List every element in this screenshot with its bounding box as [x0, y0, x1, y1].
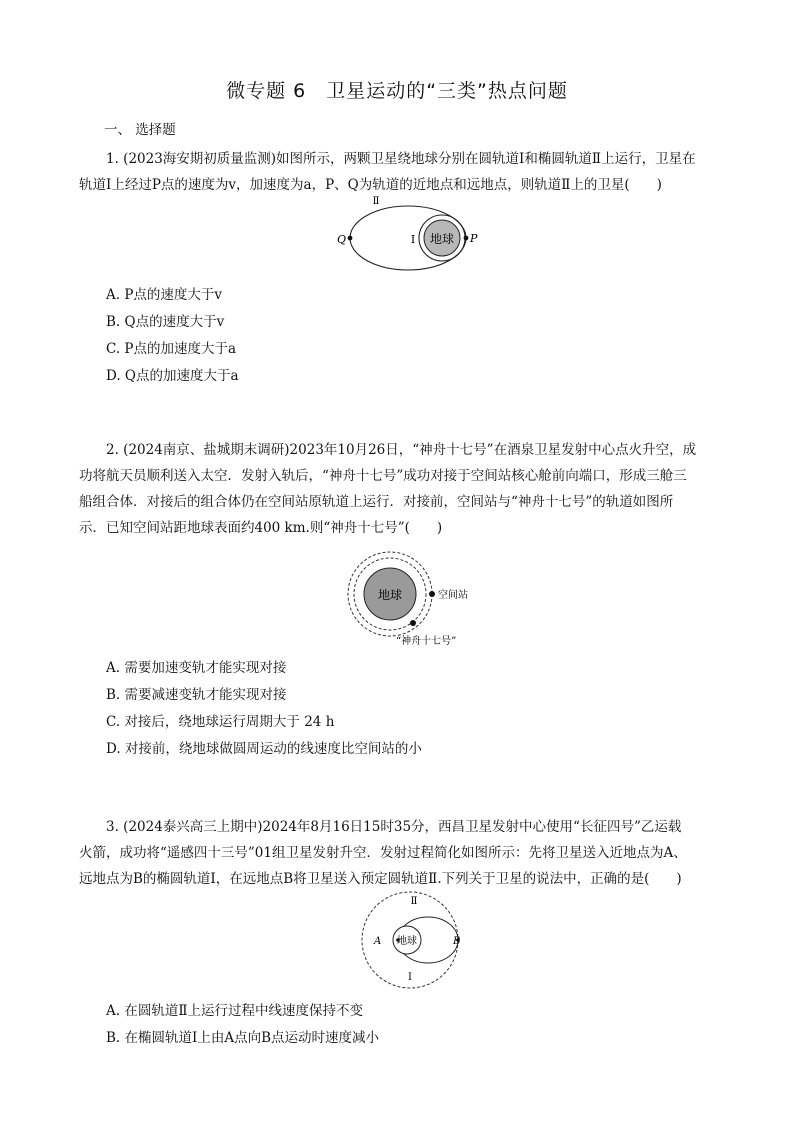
question-2-orbit-figure	[310, 550, 500, 652]
question-1-option-b: B. Q点的速度大于v	[106, 314, 225, 330]
question-2-option-d: D. 对接前，绕地球做圆周运动的线速度比空间站的小	[106, 741, 422, 757]
question-3-stem-line-1: 3. (2024泰兴高三上期中)2024年8月16日15时35分，西昌卫星发射中心使用“长征四号”乙运载	[106, 819, 682, 835]
question-1-stem-line-1: 1. (2023海安期初质量监测)如图所示，两颗卫星绕地球分别在圆轨道Ⅰ和椭圆轨道Ⅱ上运行，卫星在	[106, 151, 696, 167]
point-a-label: A	[374, 936, 382, 947]
question-2-stem-line-1: 2. (2024南京、盐城期末调研)2023年10月26日，“神舟十七号”在酒泉卫星发射中心点火升空，成	[106, 442, 697, 458]
question-2-stem-line-4: 示．已知空间站距地球表面约400 km.则“神舟十七号”( )	[79, 520, 443, 536]
space-station-label: 空间站	[438, 590, 468, 601]
earth-label: 地球	[429, 232, 455, 246]
question-3-stem-line-2: 火箭，成功将“遥感四十三号”01组卫星发射升空．发射过程简化如图所示：先将卫星送入近地点为A、	[79, 845, 687, 861]
orbit-ii-label: Ⅱ	[410, 896, 418, 907]
page-title: 微专题 6 卫星运动的“三类”热点问题	[226, 80, 568, 102]
point-p-label: P	[470, 232, 478, 245]
question-2-option-b: B. 需要减速变轨才能实现对接	[106, 687, 287, 703]
earth-label: 地球	[397, 936, 417, 947]
question-1-option-d: D. Q点的加速度大于a	[106, 368, 239, 384]
orbit-ii-label: Ⅱ	[372, 196, 380, 207]
shenzhou-17-dot	[410, 620, 416, 626]
shenzhou-17-label: “神舟十七号”	[396, 636, 457, 647]
question-3-option-a: A. 在圆轨道Ⅱ上运行过程中线速度保持不变	[106, 1003, 364, 1019]
question-2-option-c: C. 对接后，绕地球运行周期大于 24 h	[106, 714, 335, 730]
point-q-label: Q	[337, 233, 347, 246]
question-3-option-b: B. 在椭圆轨道Ⅰ上由A点向B点运动时速度减小	[106, 1030, 380, 1046]
question-1-orbit-figure	[330, 192, 490, 276]
question-2-stem-line-3: 船组合体．对接后的组合体仍在空间站原轨道上运行．对接前，空间站与“神舟十七号”的轨道如图所	[79, 494, 674, 510]
question-2-stem-line-2: 功将航天员顺利送入太空．发射入轨后，“神舟十七号”成功对接于空间站核心舱前向端口，形成三舱三	[79, 468, 687, 484]
point-q-dot	[348, 236, 353, 241]
question-3-stem-line-3: 远地点为B的椭圆轨道Ⅰ，在远地点B将卫星送入预定圆轨道Ⅱ.下列关于卫星的说法中，正确的是( )	[79, 871, 682, 887]
section-heading: 一、 选择题	[104, 122, 176, 138]
point-p-dot	[464, 236, 469, 241]
question-2-option-a: A. 需要加速变轨才能实现对接	[106, 660, 287, 676]
space-station-dot	[429, 591, 435, 597]
orbit-i-label: Ⅰ	[410, 233, 416, 246]
question-3-orbit-figure	[352, 890, 472, 992]
question-1-stem-line-2: 轨道Ⅰ上经过P点的速度为v，加速度为a，P、Q为轨道的近地点和远地点，则轨道Ⅱ上的卫星( )	[79, 177, 662, 193]
orbit-i-label: Ⅰ	[408, 972, 412, 983]
point-b-label: B	[453, 936, 461, 947]
question-1-option-c: C. P点的加速度大于a	[106, 341, 237, 357]
question-1-option-a: A. P点的速度大于v	[106, 287, 223, 303]
earth-label: 地球	[377, 588, 403, 602]
